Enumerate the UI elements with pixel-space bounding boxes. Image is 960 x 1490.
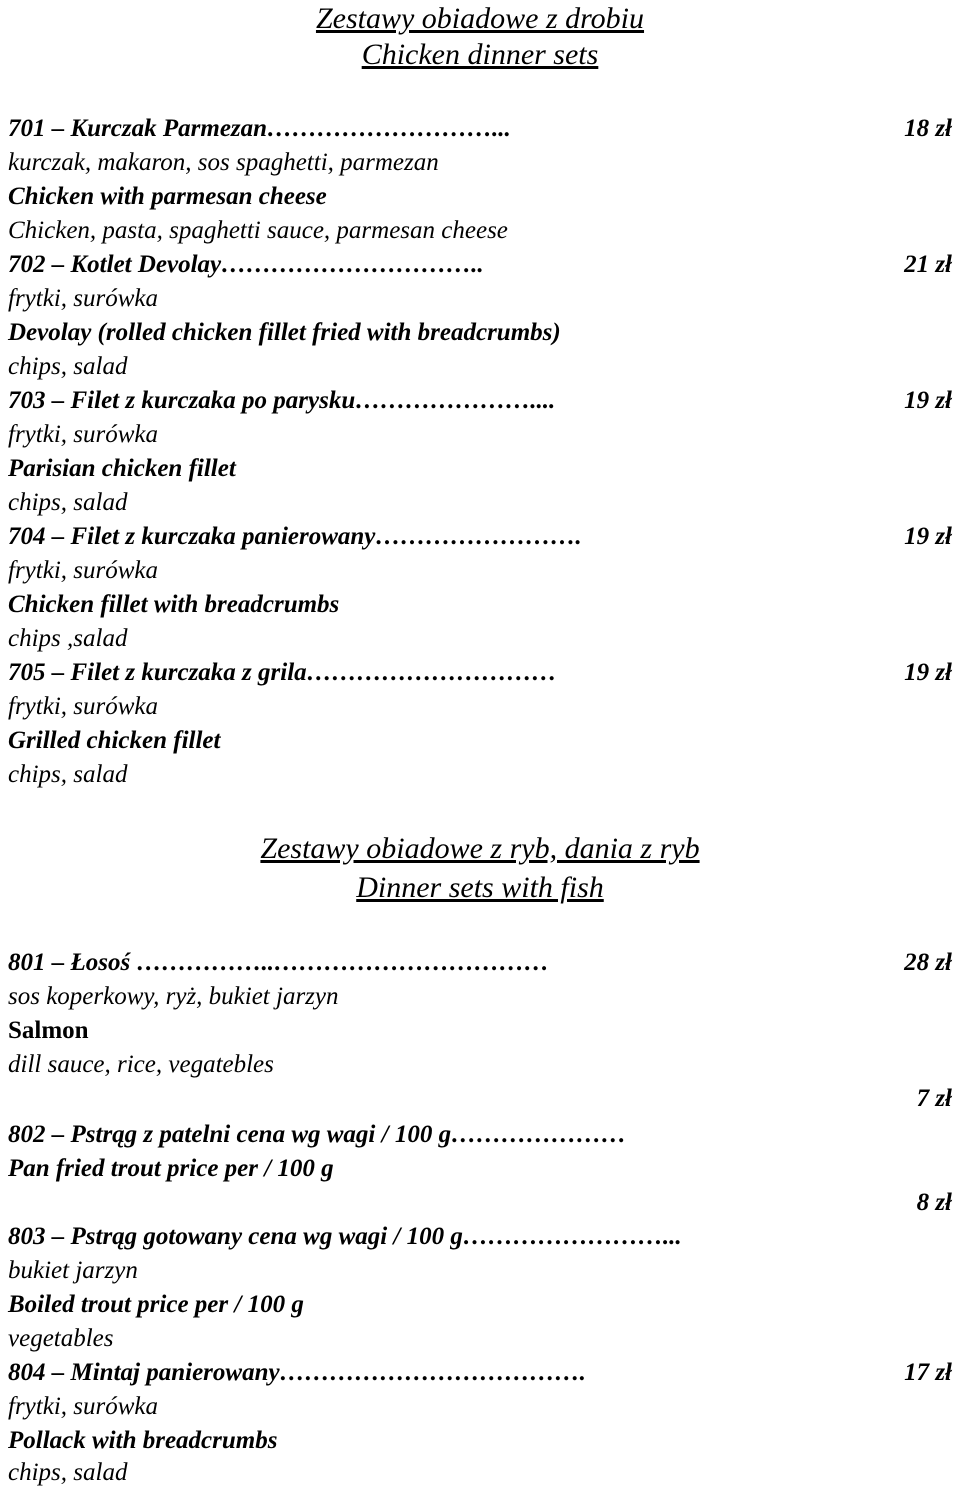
item-704-desc-pl: frytki, surówka <box>8 557 158 584</box>
item-802-title: 802 – Pstrąg z patelni cena wg wagi / 100 g………………… <box>8 1121 627 1148</box>
item-803-title: 803 – Pstrąg gotowany cena wg wagi / 100 g……………………... <box>8 1223 682 1250</box>
item-701-desc-en: Chicken, pasta, spaghetti sauce, parmesan cheese <box>8 217 508 244</box>
item-701-name-en: Chicken with parmesan cheese <box>8 183 327 210</box>
item-705-name-en: Grilled chicken fillet <box>8 727 221 754</box>
section-title-fish-en: Dinner sets with fish <box>356 871 604 904</box>
item-701-desc-pl: kurczak, makaron, sos spaghetti, parmezan <box>8 149 439 176</box>
item-703-desc-en: chips, salad <box>8 489 128 516</box>
item-705-price: 19 zł <box>904 659 952 686</box>
item-704-title: 704 – Filet z kurczaka panierowany……………………. <box>8 523 582 550</box>
item-702-name-en: Devolay (rolled chicken fillet fried with breadcrumbs) <box>8 319 561 346</box>
item-801-price: 28 zł <box>904 949 952 976</box>
item-804-name-en: Pollack with breadcrumbs <box>8 1427 278 1454</box>
item-702-title: 702 – Kotlet Devolay………………………….. <box>8 251 484 278</box>
item-703-title: 703 – Filet z kurczaka po parysku………………….... <box>8 387 556 414</box>
section-title-poultry-pl: Zestawy obiadowe z drobiu <box>315 2 645 35</box>
item-703-name-en: Parisian chicken fillet <box>8 455 236 482</box>
item-703-desc-pl: frytki, surówka <box>8 421 158 448</box>
item-804-desc-en: chips, salad <box>8 1459 128 1486</box>
item-705-desc-pl: frytki, surówka <box>8 693 158 720</box>
section-title-poultry-en: Chicken dinner sets <box>361 38 599 71</box>
item-804-title: 804 – Mintaj panierowany………………………………. <box>8 1359 586 1386</box>
item-702-desc-en: chips, salad <box>8 353 128 380</box>
item-704-desc-en: chips ,salad <box>8 625 128 652</box>
item-803-desc-pl: bukiet jarzyn <box>8 1257 138 1284</box>
item-804-price: 17 zł <box>904 1359 952 1386</box>
item-702-desc-pl: frytki, surówka <box>8 285 158 312</box>
item-801-desc-en: dill sauce, rice, vegatebles <box>8 1051 274 1078</box>
item-702-price: 21 zł <box>904 251 952 278</box>
item-803-price: 8 zł <box>916 1189 952 1216</box>
item-801-name-en: Salmon <box>8 1017 89 1044</box>
section-title-fish-pl: Zestawy obiadowe z ryb, dania z ryb <box>260 832 700 865</box>
item-801-desc-pl: sos koperkowy, ryż, bukiet jarzyn <box>8 983 339 1010</box>
item-801-title: 801 – Łosoś ……………..…………………………… <box>8 949 549 976</box>
item-701-title: 701 – Kurczak Parmezan………………………... <box>8 115 511 142</box>
item-803-desc-en: vegetables <box>8 1325 114 1352</box>
item-802-price: 7 zł <box>916 1085 952 1112</box>
item-802-name-en: Pan fried trout price per / 100 g <box>8 1155 334 1182</box>
item-705-title: 705 – Filet z kurczaka z grila………………………… <box>8 659 557 686</box>
item-705-desc-en: chips, salad <box>8 761 128 788</box>
item-804-desc-pl: frytki, surówka <box>8 1393 158 1420</box>
item-704-name-en: Chicken fillet with breadcrumbs <box>8 591 340 618</box>
item-704-price: 19 zł <box>904 523 952 550</box>
item-701-price: 18 zł <box>904 115 952 142</box>
item-703-price: 19 zł <box>904 387 952 414</box>
item-803-name-en: Boiled trout price per / 100 g <box>8 1291 304 1318</box>
